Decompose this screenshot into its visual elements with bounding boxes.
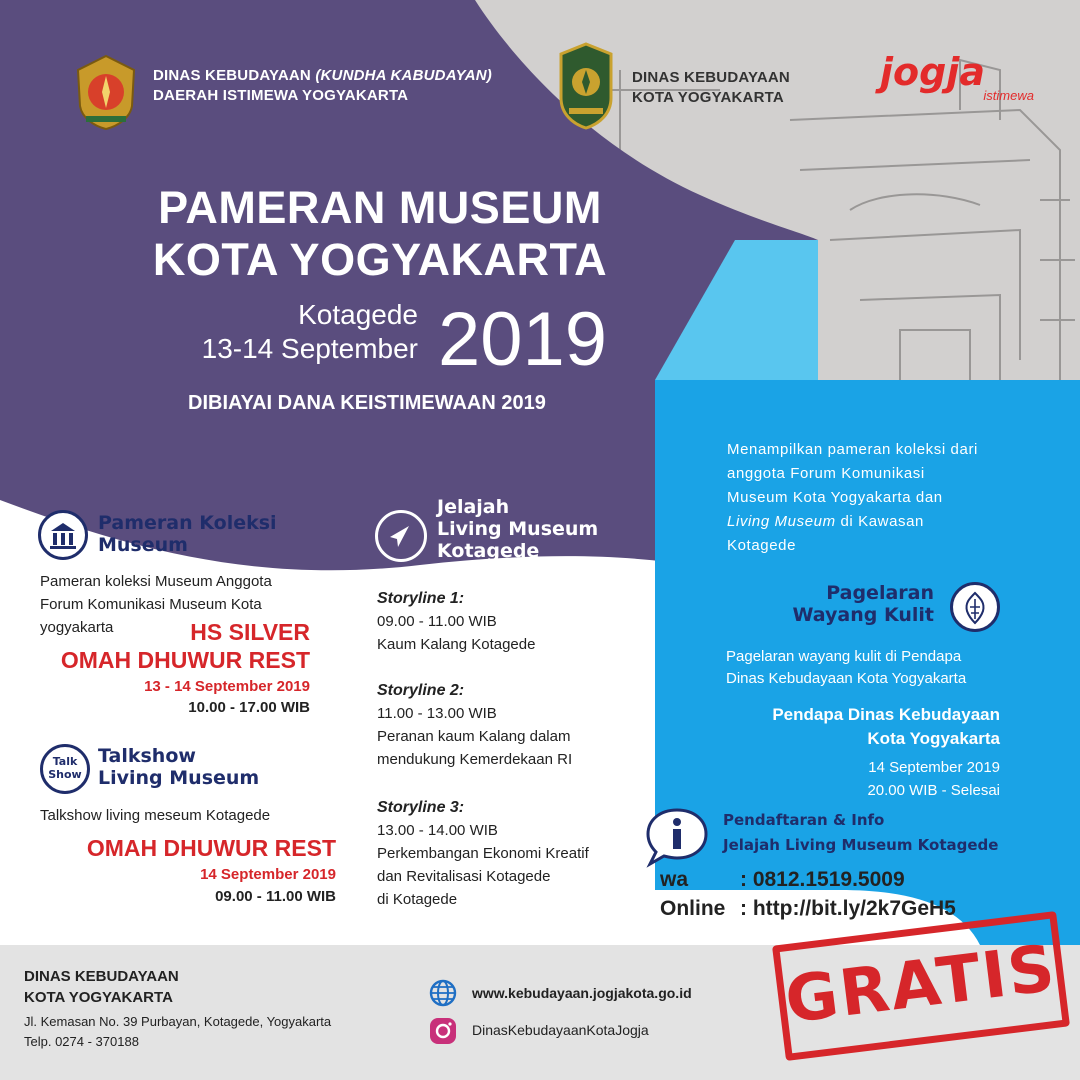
wayang-schedule [760,756,1000,802]
exhibition-intro [727,438,978,558]
org1-line1-italic: (KUNDHA KABUDAYAN) [315,67,492,84]
storyline-1-topic: Kaum Kalang Kotagede [377,636,536,653]
jelajah-title-line3: Kotagede [437,540,540,562]
storyline-3-topic-line1: Perkembangan Ekonomi Kreatif [377,845,589,862]
talkshow-date: 14 September 2019 [200,866,336,883]
talkshow-icon-line2: Show [48,768,82,781]
talkshow-icon [40,744,90,794]
wayang-venue-line2: Kota Yogyakarta [867,729,1000,748]
talkshow-description: Talkshow living meseum Kotagede [40,807,271,824]
pameran-venue1: HS SILVER [190,619,310,645]
wayang-venue [700,703,1000,751]
storyline-1-heading: Storyline 1: [377,590,465,607]
funding-note: DIBIAYAI DANA KEISTIMEWAAN 2019 [188,392,546,414]
online-label: Online [660,897,726,920]
jelajah-title-line2: Living Museum [437,518,599,540]
free-stamp-text: GRATIS [781,931,1061,1039]
talkshow-title-line1: Talkshow [98,745,196,767]
talkshow-title-line2: Living Museum [98,767,260,789]
title-line1: PAMERAN MUSEUM [158,182,602,233]
pameran-time: 10.00 - 17.00 WIB [188,699,310,716]
org1-line2: DAERAH ISTIMEWA YOGYAKARTA [153,87,409,104]
talkshow-venue: OMAH DHUWUR REST [86,835,336,861]
event-dates: 13-14 September [201,333,418,364]
storyline-3-time: 13.00 - 14.00 WIB [377,822,498,839]
talkshow-title [98,745,259,789]
instagram-icon [428,1016,458,1046]
pameran-desc-line1: Pameran koleksi Museum Anggota [40,573,272,590]
talkshow-icon-line1: Talk [52,755,78,768]
pameran-desc-line3: yogyakarta [40,619,114,636]
intro-line3: Museum Kota Yogyakarta dan [727,489,943,506]
jogja-logo-sub: istimewa [983,88,1034,103]
org2-line1: DINAS KEBUDAYAAN [632,69,790,86]
org1-header [153,66,492,106]
footer-org [24,966,331,1052]
storyline-3-topic-line3: di Kotagede [377,891,458,908]
wayang-icon [950,582,1000,632]
wayang-venue-line1: Pendapa Dinas Kebudayaan [772,705,1000,724]
pameran-title-line1: Pameran Koleksi [98,512,277,534]
info-title-line1: Pendaftaran & Info [723,811,885,829]
storyline-2-topic-line1: Peranan kaum Kalang dalam [377,728,571,745]
wayang-title [740,582,934,626]
jogja-logo-main: jogja [880,50,986,94]
org1-line1: DINAS KEBUDAYAAN [153,67,316,84]
city-emblem-icon [555,42,617,130]
online-link[interactable]: : http://bit.ly/2k7GeH5 [740,897,956,920]
pameran-date: 13 - 14 September 2019 [144,678,310,695]
pameran-title [98,512,277,556]
intro-line1: Menampilkan pameran koleksi dari [727,441,978,458]
storyline-2 [377,680,572,771]
info-title [723,808,998,858]
storyline-3-topic-line2: dan Revitalisasi Kotagede [377,868,551,885]
page-title [80,182,680,286]
footer-address: Jl. Kemasan No. 39 Purbayan, Kotagede, Yogyakarta [24,1014,332,1029]
storyline-3-heading: Storyline 3: [377,799,465,816]
diy-emblem-icon [72,52,140,132]
wa-label: wa [660,868,689,891]
wayang-title-line2: Wayang Kulit [792,604,934,626]
title-line2: KOTA YOGYAKARTA [152,234,608,285]
event-year: 2019 [438,297,608,382]
pameran-desc-line2: Forum Komunikasi Museum Kota [40,596,262,613]
footer-org-line2: KOTA YOGYAKARTA [24,989,173,1006]
storyline-2-topic-line2: mendukung Kemerdekaan RI [377,751,573,768]
talkshow-time: 09.00 - 11.00 WIB [215,888,336,905]
wayang-time: 20.00 WIB - Selesai [867,782,1000,799]
storyline-3 [377,797,589,911]
jelajah-title-line1: Jelajah [437,496,510,518]
museum-icon [38,510,88,560]
wayang-title-line1: Pagelaran [826,582,934,604]
storyline-2-time: 11.00 - 13.00 WIB [377,705,497,722]
intro-line5: Kotagede [727,537,797,554]
pameran-venue2: OMAH DHUWUR REST [60,647,310,673]
intro-line4-italic: Living Museum [727,513,836,530]
event-location: Kotagede [298,299,418,330]
event-location-dates [120,298,418,366]
wayang-date: 14 September 2019 [868,759,1000,776]
wayang-desc-line2: Dinas Kebudayaan Kota Yogyakarta [726,670,967,687]
storyline-2-heading: Storyline 2: [377,682,465,699]
intro-line4-rest: di Kawasan [835,513,925,530]
storyline-1 [377,588,535,656]
wa-number[interactable]: : 0812.1519.5009 [740,868,905,891]
footer-instagram[interactable]: DinasKebudayaanKotaJogja [472,1022,649,1038]
compass-icon [375,510,427,562]
storyline-1-time: 09.00 - 11.00 WIB [377,613,497,630]
wayang-description [726,646,966,690]
info-icon [642,806,712,868]
footer-org-line1: DINAS KEBUDAYAAN [24,968,179,985]
wayang-desc-line1: Pagelaran wayang kulit di Pendapa [726,648,962,665]
org2-line2: KOTA YOGYAKARTA [632,89,784,106]
intro-line2: anggota Forum Komunikasi [727,465,925,482]
org2-header [632,68,790,108]
globe-icon [428,978,458,1008]
jelajah-title [437,496,598,562]
contact-info [660,865,956,923]
jogja-istimewa-logo [880,52,1040,103]
info-title-line2: Jelajah Living Museum Kotagede [723,836,999,854]
footer-website[interactable]: www.kebudayaan.jogjakota.go.id [472,985,692,1001]
pameran-title-line2: Museum [98,534,188,556]
footer-phone: Telp. 0274 - 370188 [24,1034,139,1049]
